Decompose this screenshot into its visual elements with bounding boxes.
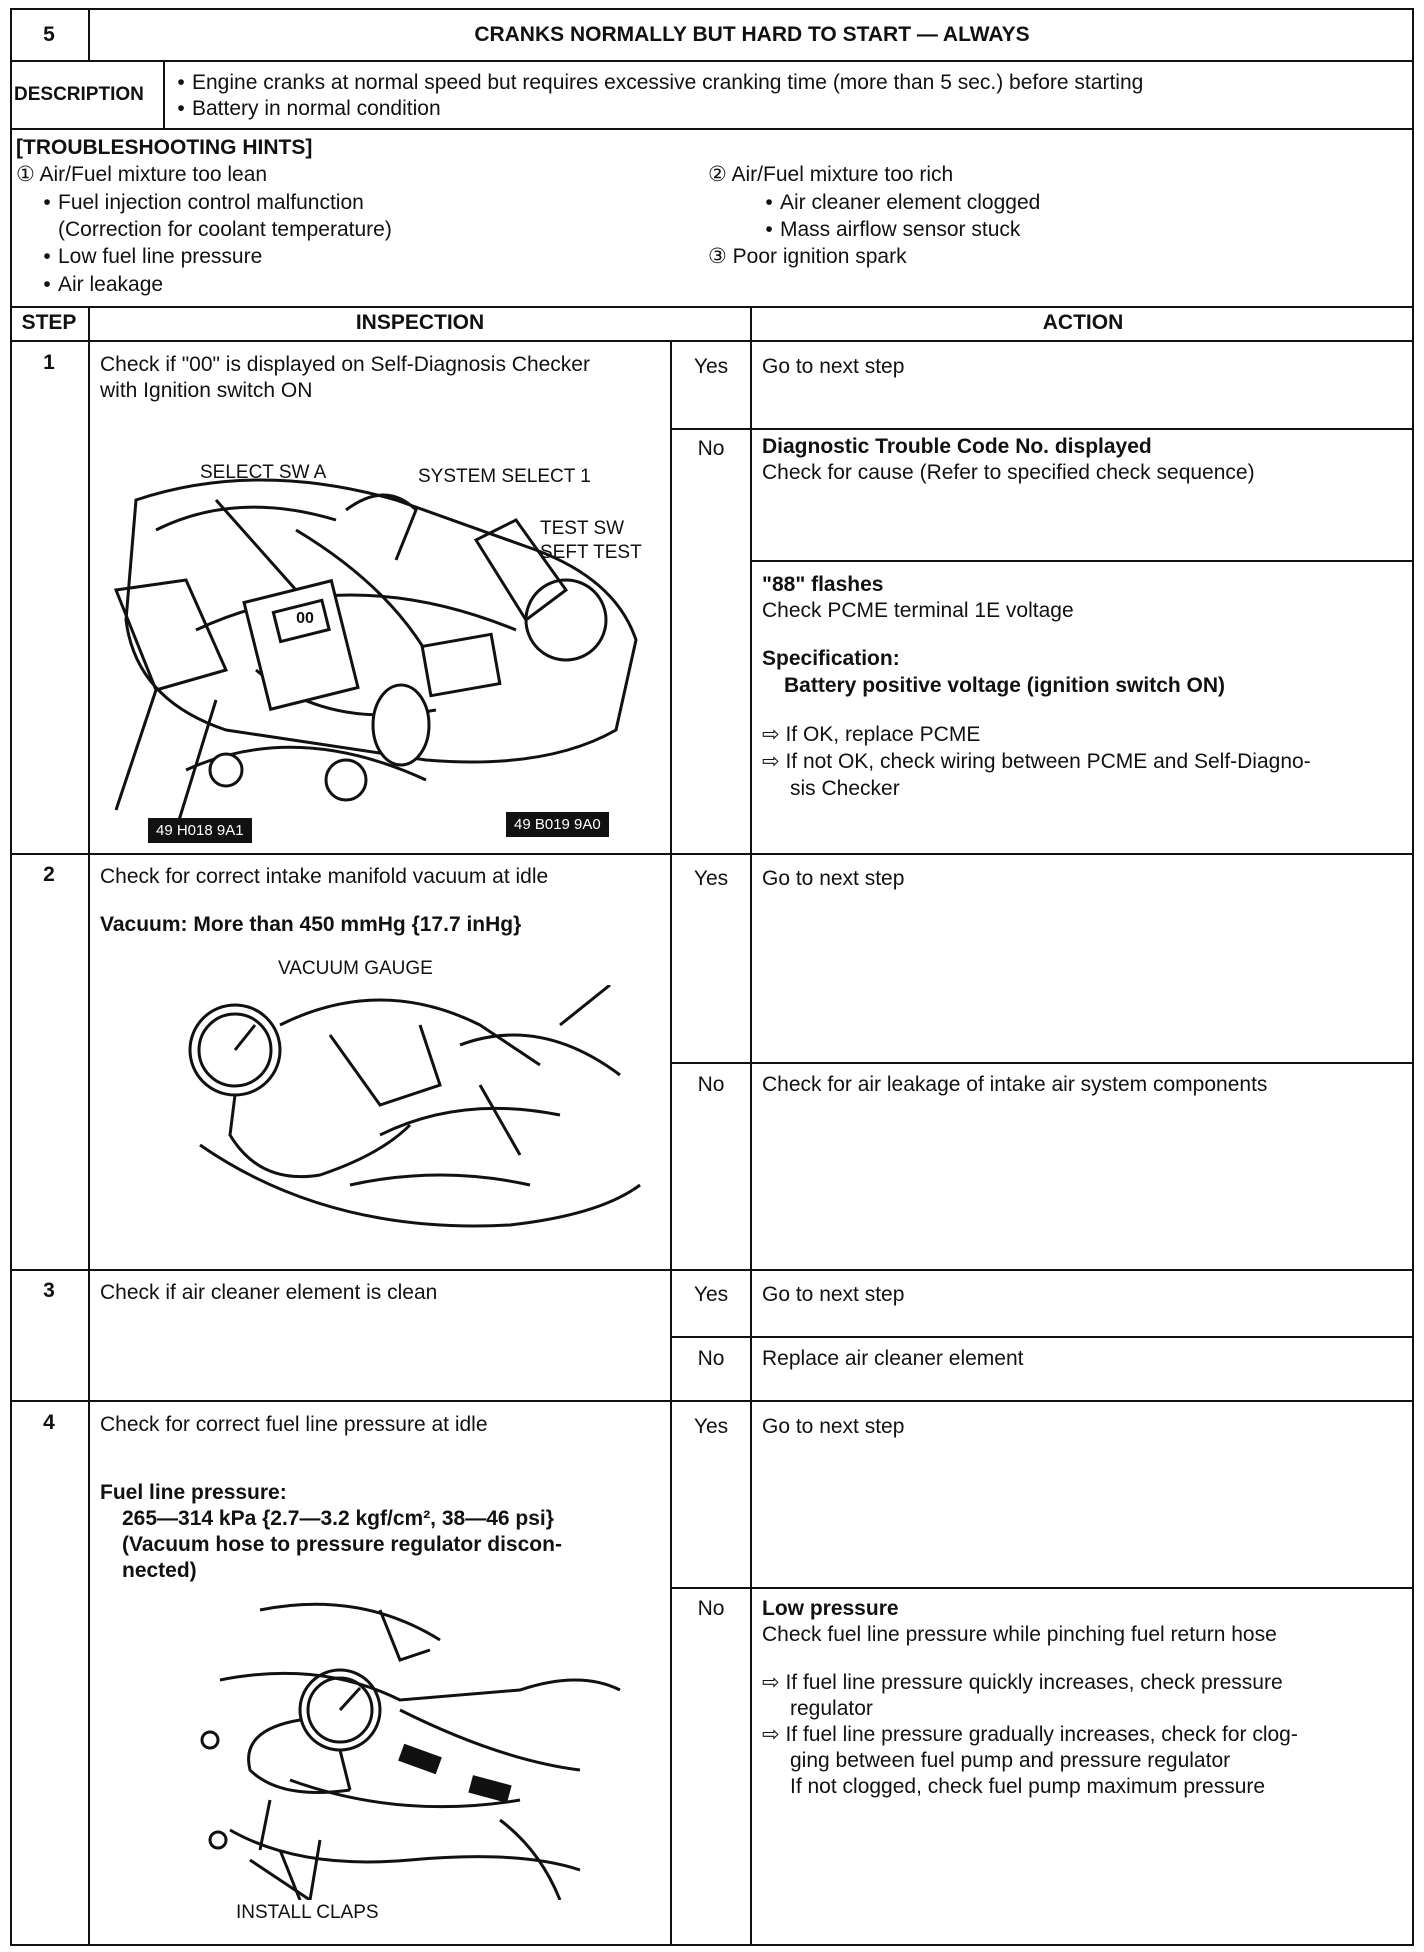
spec-title: Fuel line pressure: xyxy=(100,1481,287,1504)
action-text: sis Checker xyxy=(790,777,900,800)
no-label: No xyxy=(697,1073,725,1096)
diagram-label: SEFT TEST xyxy=(540,542,642,563)
action-title: "88" flashes xyxy=(762,573,884,596)
rule xyxy=(750,560,1414,562)
spec-note: nected) xyxy=(122,1559,197,1582)
rule xyxy=(163,60,165,128)
checker-display: 00 xyxy=(296,610,314,627)
step-inspection: with Ignition switch ON xyxy=(100,379,313,402)
step-inspection: Check if air cleaner element is clean xyxy=(100,1281,438,1304)
yes-label: Yes xyxy=(693,355,729,378)
rule xyxy=(10,853,1414,855)
description-label: DESCRIPTION xyxy=(14,84,144,105)
yes-label: Yes xyxy=(693,1415,729,1438)
diagram-label: TEST SW xyxy=(540,518,625,539)
action-text: Check for air leakage of intake air system components xyxy=(762,1073,1268,1096)
action-text: Go to next step xyxy=(762,867,905,890)
hint: • Air cleaner element clogged xyxy=(758,190,1040,216)
action-text: regulator xyxy=(790,1697,873,1720)
rule xyxy=(88,306,90,1946)
hint: ② Air/Fuel mixture too rich xyxy=(708,163,954,186)
rule xyxy=(670,340,672,1946)
spec-value: Battery positive voltage (ignition switch ON) xyxy=(784,674,1226,697)
hint: • Mass airflow sensor stuck xyxy=(758,217,1020,243)
step-number: 4 xyxy=(43,1411,55,1434)
hint: • Low fuel line pressure xyxy=(36,244,262,270)
rule xyxy=(10,1400,1414,1402)
rule xyxy=(10,306,1414,308)
no-label: No xyxy=(697,1347,725,1370)
rule xyxy=(10,340,1414,342)
action-text: Check fuel line pressure while pinching fuel return hose xyxy=(762,1623,1277,1646)
step-inspection: Check for correct fuel line pressure at idle xyxy=(100,1413,488,1436)
tool-number-label: 49 B019 9A0 xyxy=(506,812,609,837)
action-text: ging between fuel pump and pressure regulator xyxy=(790,1749,1231,1772)
fuel-pressure-gauge-illustration xyxy=(200,1600,640,1900)
step-inspection: Check if "00" is displayed on Self-Diagnosis Checker xyxy=(100,353,590,376)
hint: ① Air/Fuel mixture too lean xyxy=(16,163,268,186)
spec-value: 265—314 kPa {2.7—3.2 kgf/cm², 38—46 psi} xyxy=(122,1507,554,1530)
hints-title: [TROUBLESHOOTING HINTS] xyxy=(16,136,313,159)
action-text: ⇨ If fuel line pressure quickly increases, check pressure xyxy=(762,1670,1283,1696)
section-number: 5 xyxy=(43,23,55,46)
step-number: 3 xyxy=(43,1279,55,1302)
yes-label: Yes xyxy=(693,1283,729,1306)
vacuum-gauge-illustration xyxy=(180,985,650,1255)
action-text: Go to next step xyxy=(762,1283,905,1306)
no-label: No xyxy=(697,437,725,460)
action-text: Go to next step xyxy=(762,1415,905,1438)
action-text: If not clogged, check fuel pump maximum pressure xyxy=(790,1775,1266,1798)
action-text: Check PCME terminal 1E voltage xyxy=(762,599,1074,622)
no-label: No xyxy=(697,1597,725,1620)
hint: • Fuel injection control malfunction xyxy=(36,190,364,216)
step-number: 1 xyxy=(43,351,55,374)
action-text: Go to next step xyxy=(762,355,905,378)
column-header-inspection: INSPECTION xyxy=(355,311,485,334)
hint: ③ Poor ignition spark xyxy=(708,245,907,268)
action-text: ⇨ If not OK, check wiring between PCME and Self-Diagno- xyxy=(762,749,1311,775)
hint: • Air leakage xyxy=(36,272,163,298)
spec-value: Vacuum: More than 450 mmHg {17.7 inHg} xyxy=(100,913,522,936)
rule xyxy=(10,60,1414,62)
diagram-label: SELECT SW A xyxy=(200,462,327,483)
rule xyxy=(750,306,752,1946)
action-title: Low pressure xyxy=(762,1597,899,1620)
diagram-label: SYSTEM SELECT 1 xyxy=(418,466,591,487)
yes-label: Yes xyxy=(693,867,729,890)
rule xyxy=(10,1269,1414,1271)
spec-title: Specification: xyxy=(762,647,900,670)
action-title: Diagnostic Trouble Code No. displayed xyxy=(762,435,1152,458)
step-number: 2 xyxy=(43,863,55,886)
column-header-action: ACTION xyxy=(1042,311,1124,334)
rule xyxy=(670,1336,1414,1338)
description-item: • Battery in normal condition xyxy=(170,96,441,122)
rule xyxy=(10,128,1414,130)
rule xyxy=(670,428,1414,430)
page-title: CRANKS NORMALLY BUT HARD TO START — ALWAYS xyxy=(474,23,1030,46)
column-header-step: STEP xyxy=(21,311,77,334)
rule xyxy=(670,1062,1414,1064)
diagram-label: VACUUM GAUGE xyxy=(278,958,433,979)
description-item: • Engine cranks at normal speed but requires excessive cranking time (more than 5 sec.) before starting xyxy=(170,70,1143,96)
diagram-label: INSTALL CLAPS xyxy=(236,1902,379,1923)
action-text: ⇨ If fuel line pressure gradually increases, check for clog- xyxy=(762,1722,1298,1748)
rule xyxy=(670,1587,1414,1589)
action-text: Replace air cleaner element xyxy=(762,1347,1024,1370)
step-inspection: Check for correct intake manifold vacuum at idle xyxy=(100,865,549,888)
action-text: ⇨ If OK, replace PCME xyxy=(762,722,980,748)
tool-number-label: 49 H018 9A1 xyxy=(148,818,252,843)
action-text: Check for cause (Refer to specified check sequence) xyxy=(762,461,1255,484)
spec-note: (Vacuum hose to pressure regulator discon- xyxy=(122,1533,562,1556)
hint: (Correction for coolant temperature) xyxy=(58,218,392,241)
